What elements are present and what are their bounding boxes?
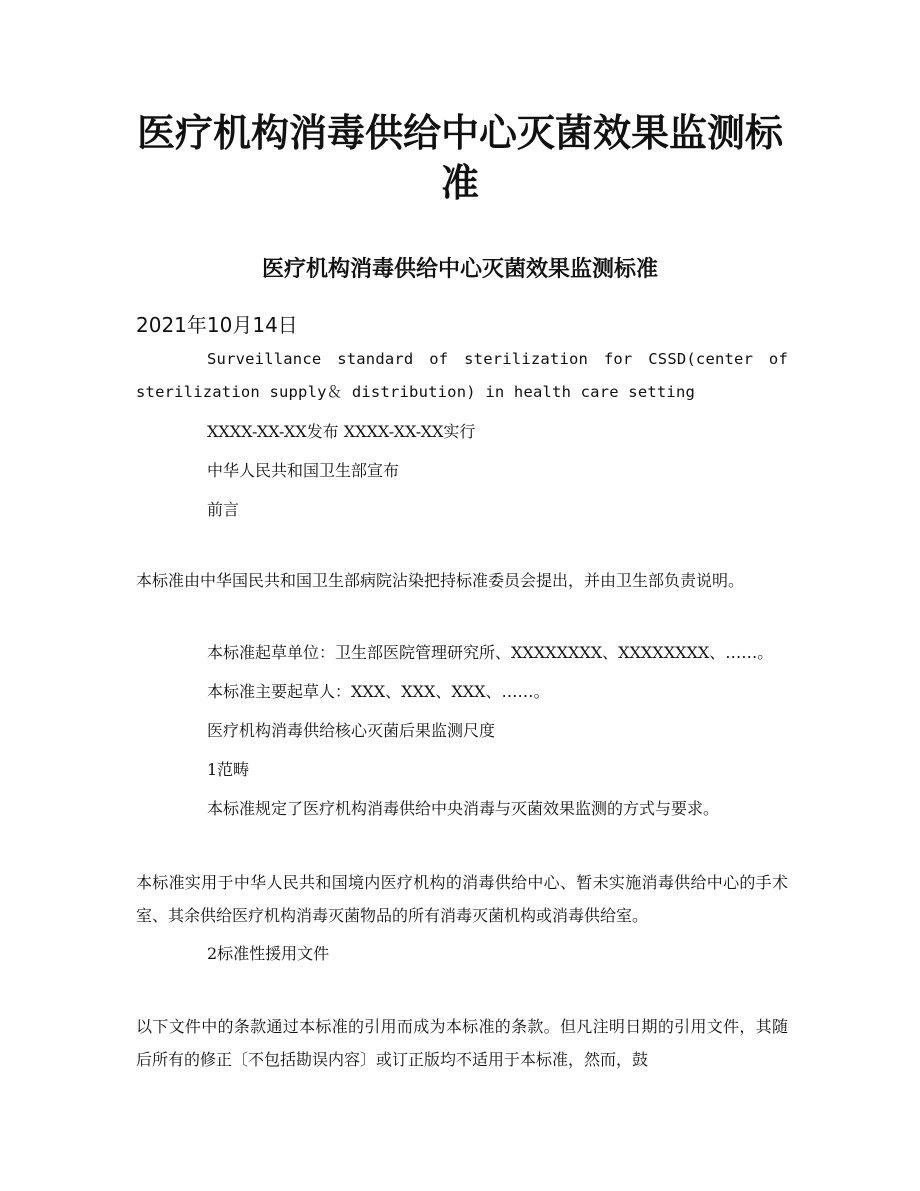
drafters: 本标准主要起草人：XXX、XXX、XXX、……。	[207, 682, 550, 701]
main-title: 医疗机构消毒供给中心灭菌效果监测标准	[136, 110, 783, 205]
drafting-units: 本标准起草单位：卫生部医院管理研究所、XXXXXXXX、XXXXXXXX、……。	[207, 643, 774, 662]
standard-name: 医疗机构消毒供给核心灭菌后果监测尺度	[207, 721, 496, 740]
section1-heading: 1范畴	[207, 760, 250, 779]
english-title: Surveillance standard of sterilization for CSSD(center of sterilization supply＆ distribution) in health care setting	[136, 350, 788, 401]
section1-paragraph2: 本标准实用于中华人民共和国境内医疗机构的消毒供给中心、暂未实施消毒供给中心的手术室、其余供给医疗机构消毒灭菌物品的所有消毒灭菌机构或消毒供给室。	[136, 873, 788, 925]
document-date: 2021年10月14日	[136, 313, 298, 337]
issue-dates: XXXX-XX-XX发布 XXXX-XX-XX实行	[207, 422, 476, 441]
publisher: 中华人民共和国卫生部宣布	[207, 461, 400, 480]
preface-heading: 前言	[207, 500, 240, 519]
section2-paragraph1: 以下文件中的条款通过本标准的引用而成为本标准的条款。但凡注明日期的引用文件，其随后所有的修正〔不包括勘误内容〕或订正版均不适用于本标准，然而，鼓	[136, 1017, 788, 1069]
section1-paragraph1: 本标准规定了医疗机构消毒供给中央消毒与灭菌效果监测的方式与要求。	[207, 799, 720, 818]
section2-heading: 2标准性援用文件	[207, 944, 330, 963]
preface-text: 本标准由中华国民共和国卫生部病院沾染把持标准委员会提出，并由卫生部负责说明。	[136, 571, 745, 590]
subtitle: 医疗机构消毒供给中心灭菌效果监测标准	[261, 257, 658, 282]
